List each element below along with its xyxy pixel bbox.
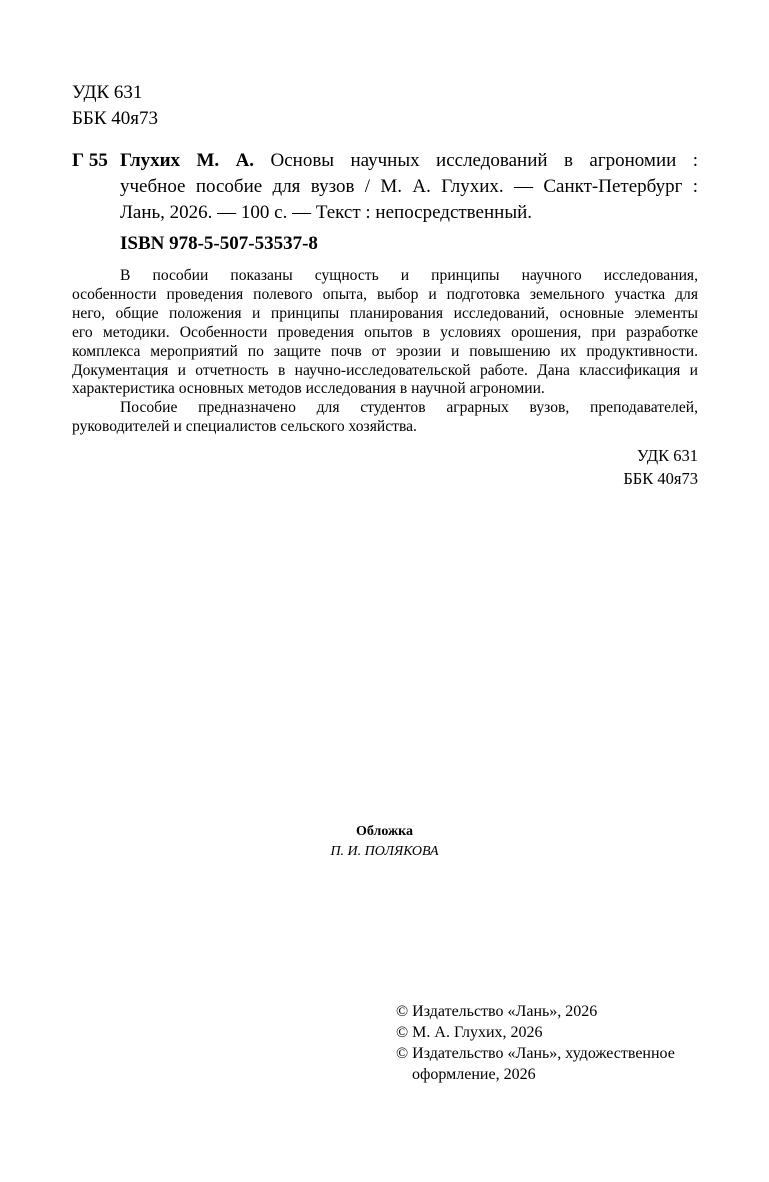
udk-code: УДК 631 <box>636 446 698 465</box>
author-mark: Г 55 <box>72 150 108 171</box>
annotation-line: характеристика основных методов исследования в научной агрономии. <box>72 380 545 398</box>
annotation-line: Документация и отчетность в научно-исследовательской работе. Дана классификация и <box>72 361 698 379</box>
annotation-paragraph-2 <box>72 399 698 437</box>
annotation-line: его методики. Особенности проведения опытов в условиях орошения, при разработке <box>72 323 698 341</box>
bbk-code: ББК 40я73 <box>72 108 158 129</box>
author-name: Глухих М. А. <box>120 150 255 171</box>
annotation-line: Пособие предназначено для студентов аграрных вузов, преподавателей, <box>120 399 698 417</box>
copyright-line: © Издательство «Лань», 2026 <box>396 1003 598 1020</box>
record-line-2: учебное пособие для вузов / М. А. Глухих. — Санкт-Петербург : <box>120 176 698 197</box>
annotation-line: него, общие положения и принципы планирования исследований, основные элементы <box>72 304 698 322</box>
annotation-paragraph-1 <box>72 267 698 399</box>
udk-code: УДК 631 <box>72 82 143 103</box>
bbk-code: ББК 40я73 <box>623 469 698 488</box>
copyright-block <box>396 1001 675 1085</box>
isbn: ISBN 978-5-507-53537-8 <box>120 233 318 254</box>
bibliographic-description <box>120 148 698 226</box>
cover-label: Обложка <box>355 824 414 839</box>
classification-block-bottom <box>623 444 698 490</box>
annotation-line: особенности проведения полевого опыта, выбор и подготовка земельного участка для <box>72 285 698 303</box>
cover-designer: П. И. ПОЛЯКОВА <box>330 844 439 859</box>
copyright-line: © М. А. Глухих, 2026 <box>396 1024 543 1041</box>
record-line-1 <box>120 148 698 174</box>
copyright-line-continuation: оформление, 2026 <box>412 1066 536 1083</box>
annotation <box>72 267 698 437</box>
record-line-3: Лань, 2026. — 100 с. — Текст : непосредственный. <box>120 202 532 223</box>
bibliographic-record <box>72 148 698 226</box>
annotation-line: В пособии показаны сущность и принципы научного исследования, <box>120 267 698 284</box>
cover-credit <box>0 822 769 862</box>
copyright-line: © Издательство «Лань», художественное <box>396 1045 675 1062</box>
annotation-line: комплекса мероприятий по защите почв от эрозии и повышению их продуктивности. <box>72 342 698 360</box>
classification-block-top <box>72 80 158 132</box>
annotation-line: руководителей и специалистов сельского хозяйства. <box>72 418 417 436</box>
title: Основы научных исследований в агрономии : <box>270 150 698 171</box>
